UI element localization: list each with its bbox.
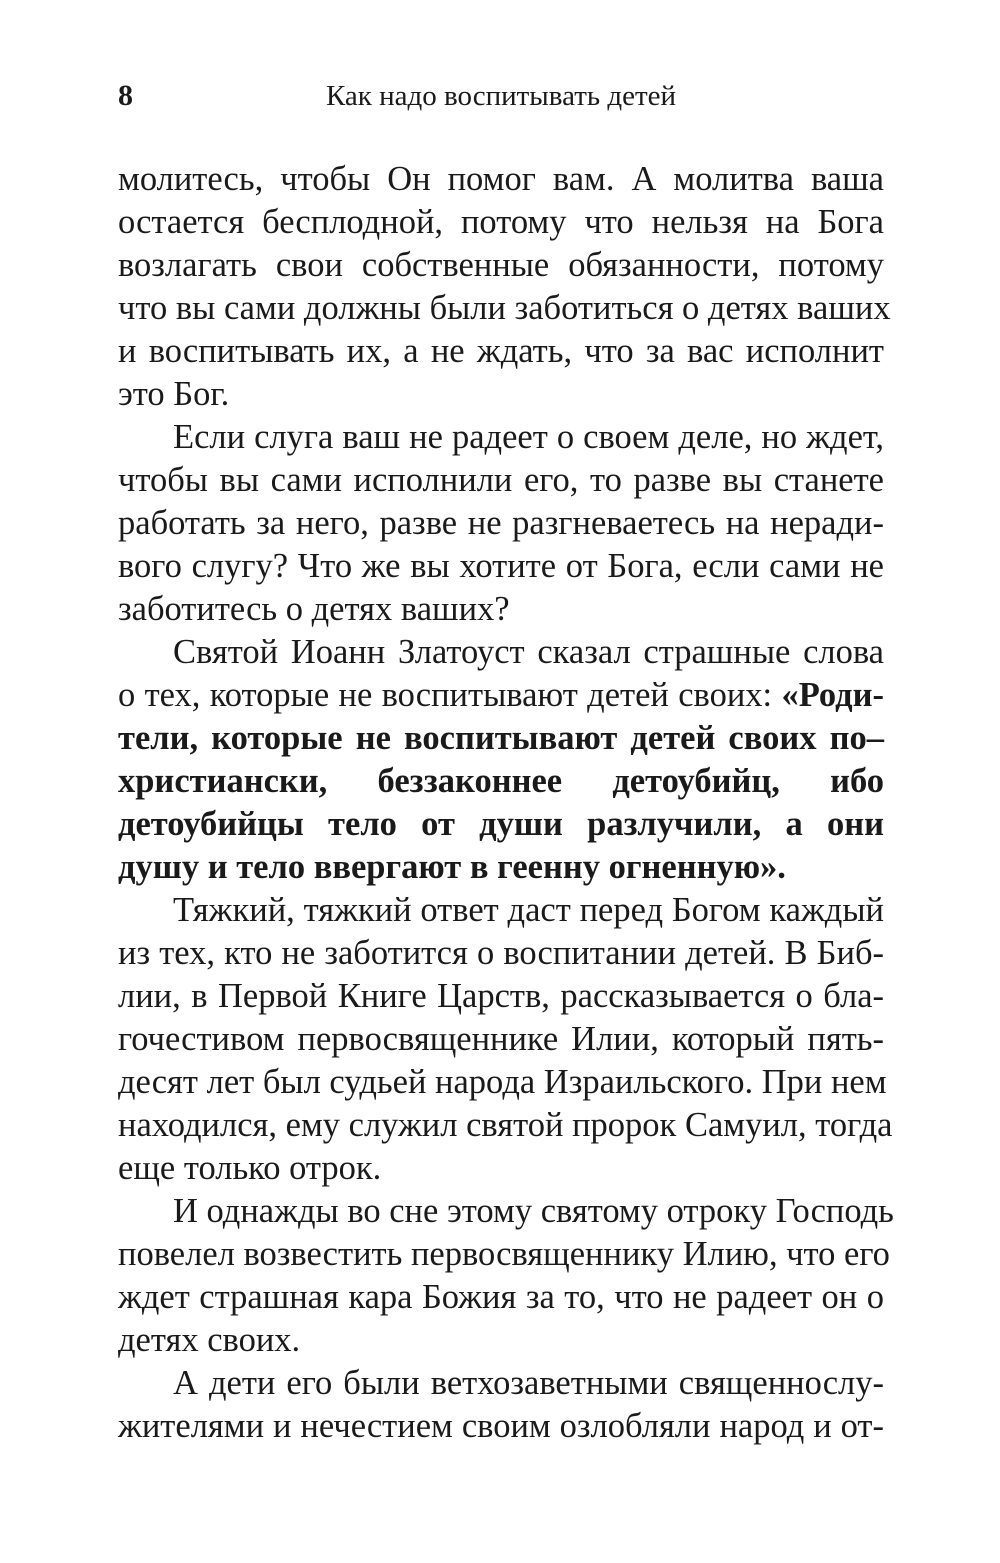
running-head [118, 76, 884, 116]
text-line: чтобы вы сами исполнили его, то разве вы станете [118, 461, 884, 499]
page-number: 8 [118, 79, 133, 112]
text-line: ждет страшная кара Божия за то, что не радеет он о [118, 1278, 884, 1316]
text-line: работать за него, разве не разгневаетесь на неради- [118, 504, 884, 542]
text-line: остается бесплодной, потому что нельзя на Бога [118, 203, 884, 241]
text-line: И однажды во сне этому святому отроку Господь [173, 1192, 894, 1230]
paragraph-4 [118, 889, 893, 1190]
quote-fragment: «Роди- [781, 676, 884, 714]
text-line: вого слугу? Что же вы хотите от Бога, если сами не [118, 547, 884, 585]
text-fragment: о тех, которые не воспитывают детей своих: [118, 676, 782, 714]
text-line: десят лет был судьей народа Израильского. При нем [118, 1063, 887, 1101]
text-line: детях своих. [118, 1321, 301, 1359]
quote-line: тели, которые не воспитывают детей своих по– [118, 719, 884, 757]
running-title: Как надо воспитывать детей [325, 80, 677, 112]
paragraph-2 [118, 416, 884, 631]
text-line: и воспитывать их, а не ждать, что за вас исполнит [118, 332, 884, 370]
text-line: жителями и нечестием своим озлобляли народ и от- [118, 1407, 884, 1445]
text-line: молитесь, чтобы Он помог вам. А молитва ваша [118, 160, 884, 198]
text-line: А дети его были ветхозаветными священнослу- [173, 1364, 884, 1402]
paragraph-3 [118, 631, 884, 889]
quote-line: душу и тело ввергают в геенну огненную». [118, 848, 786, 886]
text-line: находился, ему служил святой пророк Самуил, тогда [118, 1106, 893, 1144]
text-line: повелел возвестить первосвященнику Илию, что его [118, 1235, 890, 1273]
text-line: из тех, кто не заботится о воспитании детей. В Биб- [118, 934, 884, 972]
paragraph-1 [118, 158, 891, 416]
text-line: это Бог. [118, 375, 230, 413]
body-text [118, 158, 894, 1448]
text-line: Если слуга ваш не радеет о своем деле, но ждет, [173, 418, 884, 456]
text-line: Святой Иоанн Златоуст сказал страшные слова [173, 633, 884, 671]
text-line: заботитесь о детях ваших? [118, 590, 510, 628]
text-line: возлагать свои собственные обязанности, потому [118, 246, 884, 284]
quote-line: детоубийцы тело от души разлучили, а они [118, 805, 884, 843]
paragraph-6 [118, 1362, 884, 1448]
text-line: еще только отрок. [118, 1149, 382, 1187]
text-line-mixed [118, 674, 884, 717]
text-line: лии, в Первой Книге Царств, рассказывается о бла- [118, 977, 884, 1015]
text-line: гочестивом первосвященнике Илии, который пять- [118, 1020, 884, 1058]
text-line: что вы сами должны были заботиться о детях ваших [118, 289, 891, 327]
paragraph-5 [118, 1190, 894, 1362]
text-line: Тяжкий, тяжкий ответ даст перед Богом каждый [173, 891, 884, 929]
quote-line: христиански, беззаконнее детоубийц, ибо [118, 762, 884, 800]
